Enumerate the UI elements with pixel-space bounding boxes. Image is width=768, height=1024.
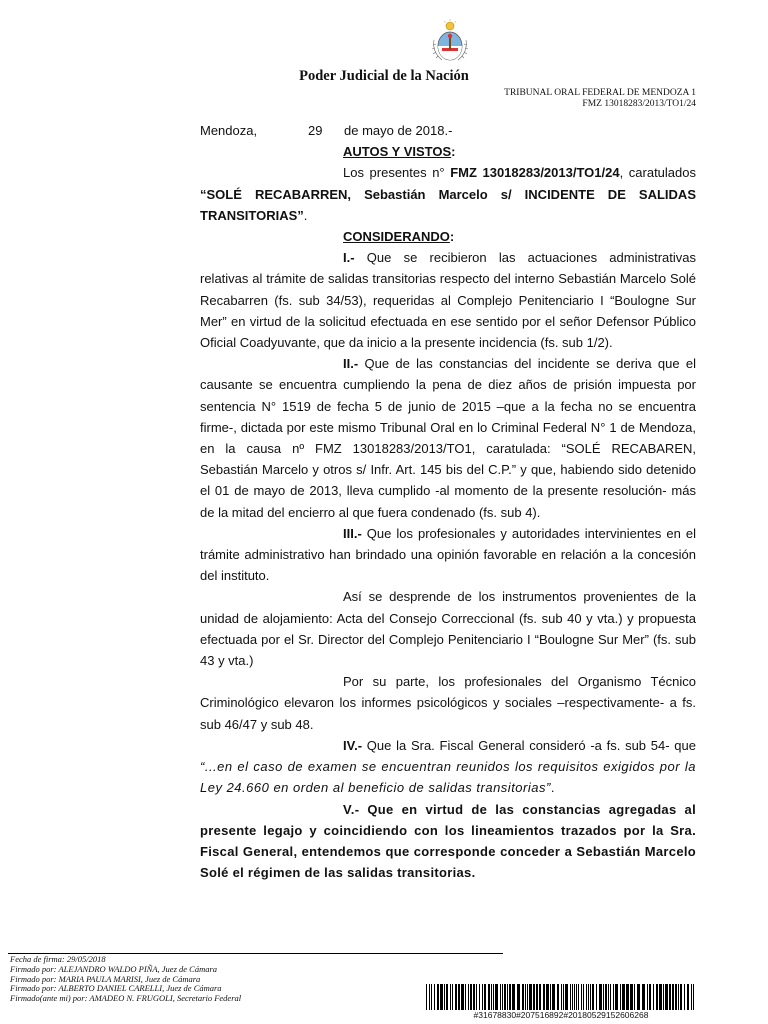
paragraph-v: V.- Que en virtud de las constancias agregadas al presente legajo y coincidiendo con los lineamientos trazados por la Sra. Fiscal General, entendemos que corresponde conceder a Sebastián Marcelo Solé el régimen de las salidas transitorias. — [200, 801, 696, 881]
paragraph-iv: IV.- Que la Sra. Fiscal General consideró -a fs. sub 54- que “...en el caso de examen se encuentran reunidos los requisitos exigidos por la Ley 24.660 en orden al beneficio de salidas transitorias”. — [200, 737, 696, 796]
national-seal-icon — [428, 18, 472, 66]
heading-autos-y-vistos: AUTOS Y VISTOS: — [343, 144, 456, 160]
signature-line: Firmado(ante mi) por: AMADEO N. FRUGOLI, Secretario Federal — [10, 993, 242, 1004]
tribunal-header — [504, 88, 696, 110]
paragraph-presentes: Los presentes n° FMZ 13018283/2013/TO1/24, caratulados “SOLÉ RECABARREN, Sebastián Marcelo s/ INCIDENTE DE SALIDAS TRANSITORIAS”. — [200, 165, 696, 223]
signature-block — [10, 955, 241, 1004]
paragraph-ii: II.- Que de las constancias del incidente se deriva que el causante se encuentra cumpliendo la pena de diez años de prisión impuesta por sentencia N° 1519 de fecha 5 de junio de 2015 –que a la fecha no se encuentra firme-, dictada por este mismo Tribunal Oral en lo Criminal Federal N° 1 de Mendoza, en la causa nº FMZ 13018283/2013/TO1, caratulada: “SOLÉ RECABAREN, Sebastián Marcelo y otros s/ Infr. Art. 145 bis del C.P.” y que, habiendo sido detenido el 01 de mayo de 2013, lleva cumplido -al momento de la presente resolución- más de la mitad del encierro al que fuera condenado (fs. sub 4). — [200, 356, 696, 520]
paragraph-por-su-parte: Por su parte, los profesionales del Organismo Técnico Criminológico elevaron los informes psicológicos y sociales –respectivamente- a fs. sub 46/47 y sub 48. — [200, 674, 696, 732]
court-title: Poder Judicial de la Nación — [299, 68, 469, 84]
date-rest: de mayo de 2018.- — [344, 123, 453, 138]
file-number: FMZ 13018283/2013/TO1/24 — [582, 99, 696, 109]
signature-line: Firmado por: ALEJANDRO WALDO PIÑA, Juez de Cámara — [10, 963, 218, 974]
signature-line: Firmado por: MARIA PAULA MARISI, Juez de Cámara — [10, 973, 201, 984]
document-body — [200, 120, 696, 883]
tribunal-name: TRIBUNAL ORAL FEDERAL DE MENDOZA 1 — [504, 88, 696, 98]
barcode-image — [426, 984, 696, 1010]
date-day: 29 — [308, 123, 323, 138]
date-line — [200, 120, 696, 141]
paragraph-i: I.- Que se recibieron las actuaciones administrativas relativas al trámite de salidas transitorias respecto del interno Sebastián Marcelo Solé Recabarren (fs. sub 34/53), requeridas al Complejo Penitenciario I “Boulogne Sur Mer” en virtud de la solicitud efectuada en ese sentido por el señor Defensor Público Oficial Coadyuvante, que da inicio a la presente incidencia (fs. sub 1/2). — [200, 250, 696, 351]
heading-considerando: CONSIDERANDO: — [343, 229, 455, 245]
date-city: Mendoza, — [200, 123, 258, 138]
signature-date: Fecha de firma: 29/05/2018 — [10, 954, 106, 964]
paragraph-iii: III.- Que los profesionales y autoridades intervinientes en el trámite administrativo han brindado una opinión favorable en relación a la concesión del instituto. — [200, 525, 696, 584]
signature-line: Firmado por: ALBERTO DANIEL CARELLI, Juez de Cámara — [10, 983, 222, 994]
paragraph-asi: Así se desprende de los instrumentos provenientes de la unidad de alojamiento: Acta del Consejo Correccional (fs. sub 40 y vta.) y propuesta efectuada por el Sr. Director del Complejo Penitenciario I “Boulogne Sur Mer” (fs. sub 43 y vta.) — [200, 589, 696, 669]
barcode-number: #31678830#207516892#20180529152606268 — [473, 1010, 649, 1020]
